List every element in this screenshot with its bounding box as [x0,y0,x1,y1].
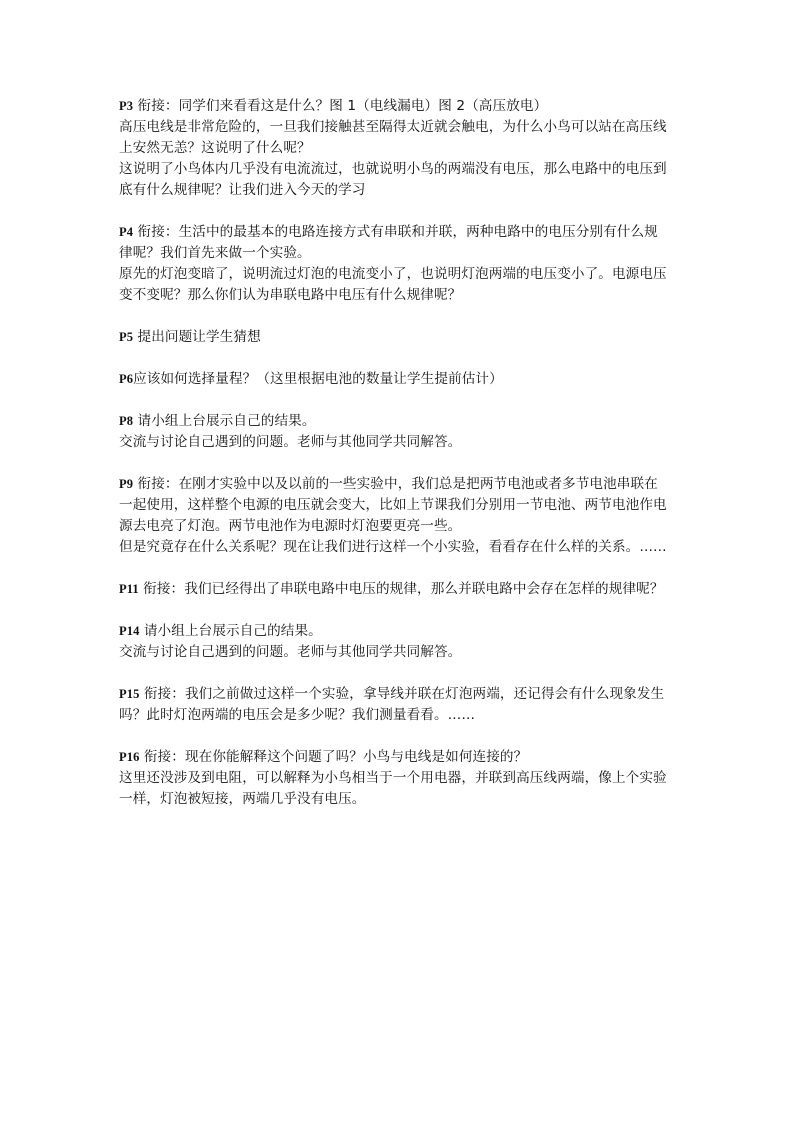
paragraph-line: P11 衔接：我们已经得出了串联电路中电压的规律，那么并联电路中会存在怎样的规律呢？ [119,581,664,597]
slide-tag: P8 [119,414,134,428]
paragraph-line: P4 衔接：生活中的最基本的电路连接方式有串联和并联，两种电路中的电压分别有什么规 [119,224,658,240]
paragraph-line: 但是究竟存在什么关系呢？现在让我们进行这样一个小实验，看看存在什么样的关系。…… [119,539,667,555]
paragraph-line: 吗？此时灯泡两端的电压会是多少呢？我们测量看看。…… [119,707,476,723]
paragraph-p8 [119,411,679,453]
paragraph-line: 交流与讨论自己遇到的问题。老师与其他同学共同解答。 [119,644,462,660]
paragraph-line: 一起使用，这样整个电源的电压就会变大，比如上节课我们分别用一节电池、两节电池作电 [119,497,667,513]
paragraph-line: 高压电线是非常危险的，一旦我们接触甚至隔得太近就会触电，为什么小鸟可以站在高压线 [119,119,667,135]
paragraph-line: P5 提出问题让学生猜想 [119,329,261,345]
paragraph-line: 这里还没涉及到电阻，可以解释为小鸟相当于一个用电器，并联到高压线两端，像上个实验 [119,770,667,786]
paragraph-p3 [119,96,679,201]
paragraph-p15 [119,684,679,726]
paragraph-line: 上安然无恙？这说明了什么呢？ [119,140,311,156]
paragraph-p6 [119,369,679,390]
paragraph-line: P3 衔接：同学们来看看这是什么？图 1（电线漏电）图 2（高压放电） [119,98,548,114]
paragraph-line: 交流与讨论自己遇到的问题。老师与其他同学共同解答。 [119,434,462,450]
slide-tag: P5 [119,330,134,344]
slide-tag: P16 [119,750,140,764]
paragraph-line: 变不变呢？那么你们认为串联电路中电压有什么规律呢？ [119,287,462,303]
paragraph-p5 [119,327,679,348]
paragraph-line: P6应该如何选择量程？（这里根据电池的数量让学生提前估计） [119,371,503,387]
slide-tag: P9 [119,477,134,491]
paragraph-line: P9 衔接：在刚才实验中以及以前的一些实验中，我们总是把两节电池或者多节电池串联在 [119,476,658,492]
paragraph-line: 律呢？我们首先来做一个实验。 [119,245,311,261]
paragraph-p9 [119,474,679,558]
paragraph-line: 底有什么规律呢？让我们进入今天的学习 [119,182,366,198]
slide-tag: P3 [119,99,134,113]
document-body [119,96,679,831]
paragraph-line: 原先的灯泡变暗了，说明流过灯泡的电流变小了，也说明灯泡两端的电压变小了。电源电压 [119,266,667,282]
paragraph-line: 这说明了小鸟体内几乎没有电流流过，也就说明小鸟的两端没有电压，那么电路中的电压到 [119,161,667,177]
paragraph-line: P16 衔接：现在你能解释这个问题了吗？小鸟与电线是如何连接的？ [119,749,528,765]
paragraph-line: 一样，灯泡被短接，两端几乎没有电压。 [119,791,366,807]
slide-tag: P14 [119,624,140,638]
paragraph-p16 [119,747,679,810]
paragraph-p4 [119,222,679,306]
paragraph-p14 [119,621,679,663]
paragraph-line: P15 衔接：我们之前做过这样一个实验，拿导线并联在灯泡两端，还记得会有什么现象发生 [119,686,665,702]
paragraph-p11 [119,579,679,600]
slide-tag: P4 [119,225,134,239]
slide-tag: P15 [119,687,140,701]
slide-tag: P6 [119,372,134,386]
slide-tag: P11 [119,582,139,596]
paragraph-line: P8 请小组上台展示自己的结果。 [119,413,316,429]
paragraph-line: P14 请小组上台展示自己的结果。 [119,623,322,639]
paragraph-line: 源去电亮了灯泡。两节电池作为电源时灯泡要更亮一些。 [119,518,462,534]
